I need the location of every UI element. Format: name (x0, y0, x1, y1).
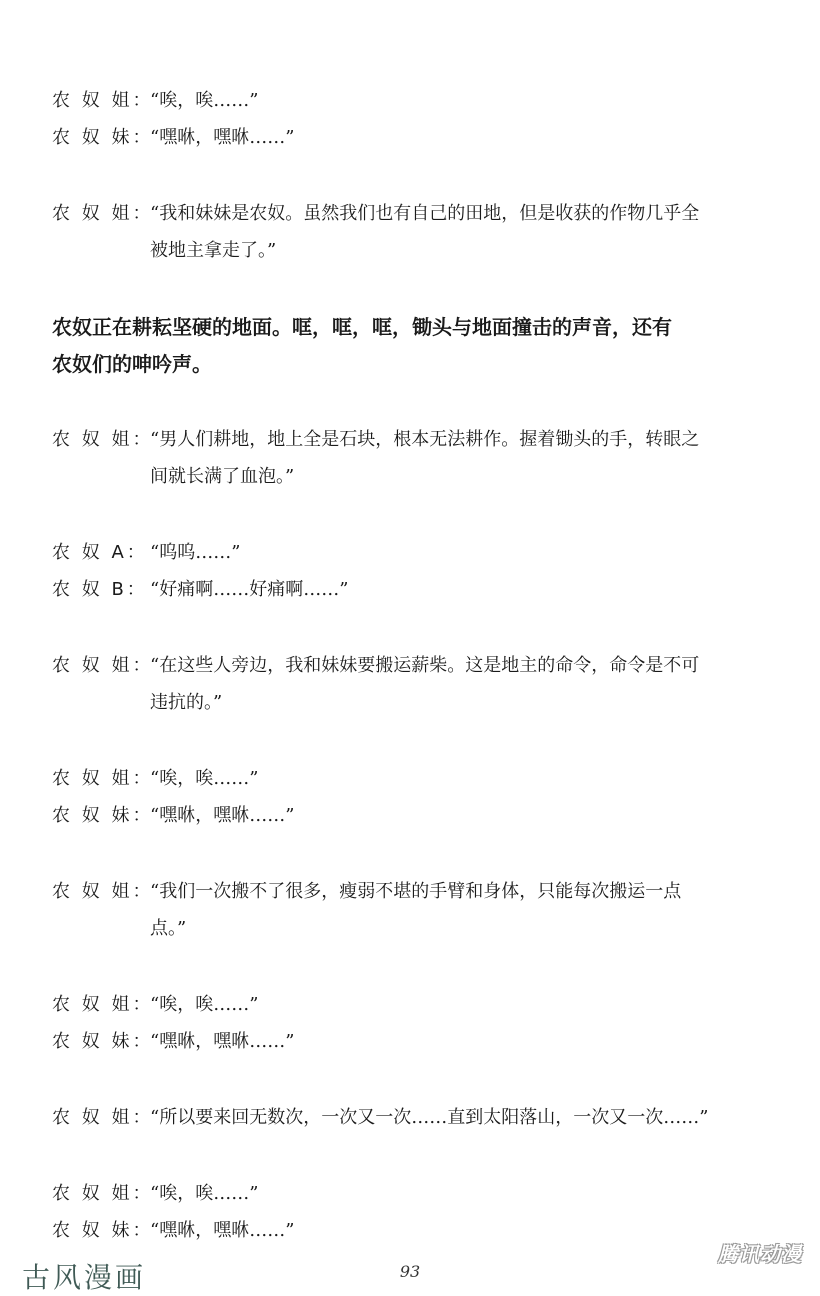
speaker-label: 农 奴 妹： (52, 805, 154, 826)
speaker-label: 农 奴 姐： (52, 90, 154, 111)
watermark-logo: 腾讯动漫 (718, 1242, 802, 1266)
dialogue-text: “唉，唉……” (150, 994, 259, 1015)
speaker-label: 农 奴 B： (52, 579, 148, 600)
dialogue-text: “唉，唉……” (150, 90, 259, 111)
dialogue-text: “唉，唉……” (150, 1183, 259, 1204)
dialogue-text: “所以要来回无数次，一次又一次……直到太阳落山，一次又一次……” (150, 1107, 709, 1128)
dialogue-text: “嘿咻，嘿咻……” (150, 805, 295, 826)
narration-line: 农奴们的呻吟声。 (52, 352, 212, 376)
dialogue-text: “嘿咻，嘿咻……” (150, 1220, 295, 1241)
speaker-label: 农 奴 妹： (52, 127, 154, 148)
dialogue-line (52, 874, 780, 910)
speaker-label: 农 奴 姐： (52, 429, 154, 450)
dialogue-line (52, 422, 780, 458)
speaker-label: 农 奴 妹： (52, 1031, 154, 1052)
dialogue-line (52, 798, 780, 834)
speaker-label: 农 奴 姐： (52, 1183, 154, 1204)
site-logo: 古风漫画 (22, 1261, 147, 1294)
dialogue-line (52, 1024, 780, 1060)
dialogue-line (52, 120, 780, 156)
dialogue-line (52, 761, 780, 797)
speaker-label: 农 奴 姐： (52, 1107, 154, 1128)
dialogue-text: “呜呜……” (150, 542, 241, 563)
dialogue-text: “好痛啊……好痛啊……” (150, 579, 349, 600)
dialogue-continuation: 间就长满了血泡。” (150, 466, 295, 487)
speaker-label: 农 奴 姐： (52, 655, 154, 676)
dialogue-line (52, 83, 780, 119)
dialogue-text: “嘿咻，嘿咻……” (150, 1031, 295, 1052)
speaker-label: 农 奴 妹： (52, 1220, 154, 1241)
dialogue-line (52, 196, 780, 232)
narration-line: 农奴正在耕耘坚硬的地面。哐，哐，哐，锄头与地面撞击的声音，还有 (52, 315, 672, 339)
dialogue-text: “男人们耕地，地上全是石块，根本无法耕作。握着锄头的手，转眼之 (150, 429, 700, 450)
dialogue-continuation: 违抗的。” (150, 692, 223, 713)
dialogue-line (52, 1176, 780, 1212)
speaker-label: 农 奴 姐： (52, 203, 154, 224)
dialogue-continuation: 点。” (150, 918, 187, 939)
dialogue-line (52, 1100, 780, 1136)
dialogue-text: “嘿咻，嘿咻……” (150, 127, 295, 148)
dialogue-line (52, 1213, 780, 1249)
speaker-label: 农 奴 姐： (52, 994, 154, 1015)
dialogue-line (52, 648, 780, 684)
speaker-label: 农 奴 姐： (52, 768, 154, 789)
dialogue-text: “我们一次搬不了很多，瘦弱不堪的手臂和身体，只能每次搬运一点 (150, 881, 682, 902)
dialogue-text: “我和妹妹是农奴。虽然我们也有自己的田地，但是收获的作物几乎全 (150, 203, 700, 224)
speaker-label: 农 奴 姐： (52, 881, 154, 902)
speaker-label: 农 奴 A： (52, 542, 148, 563)
dialogue-line (52, 535, 780, 571)
dialogue-line (52, 572, 780, 608)
dialogue-continuation: 被地主拿走了。” (150, 240, 277, 261)
dialogue-text: “唉，唉……” (150, 768, 259, 789)
page-number: 93 (399, 1262, 421, 1281)
dialogue-line (52, 987, 780, 1023)
dialogue-text: “在这些人旁边，我和妹妹要搬运薪柴。这是地主的命令，命令是不可 (150, 655, 700, 676)
